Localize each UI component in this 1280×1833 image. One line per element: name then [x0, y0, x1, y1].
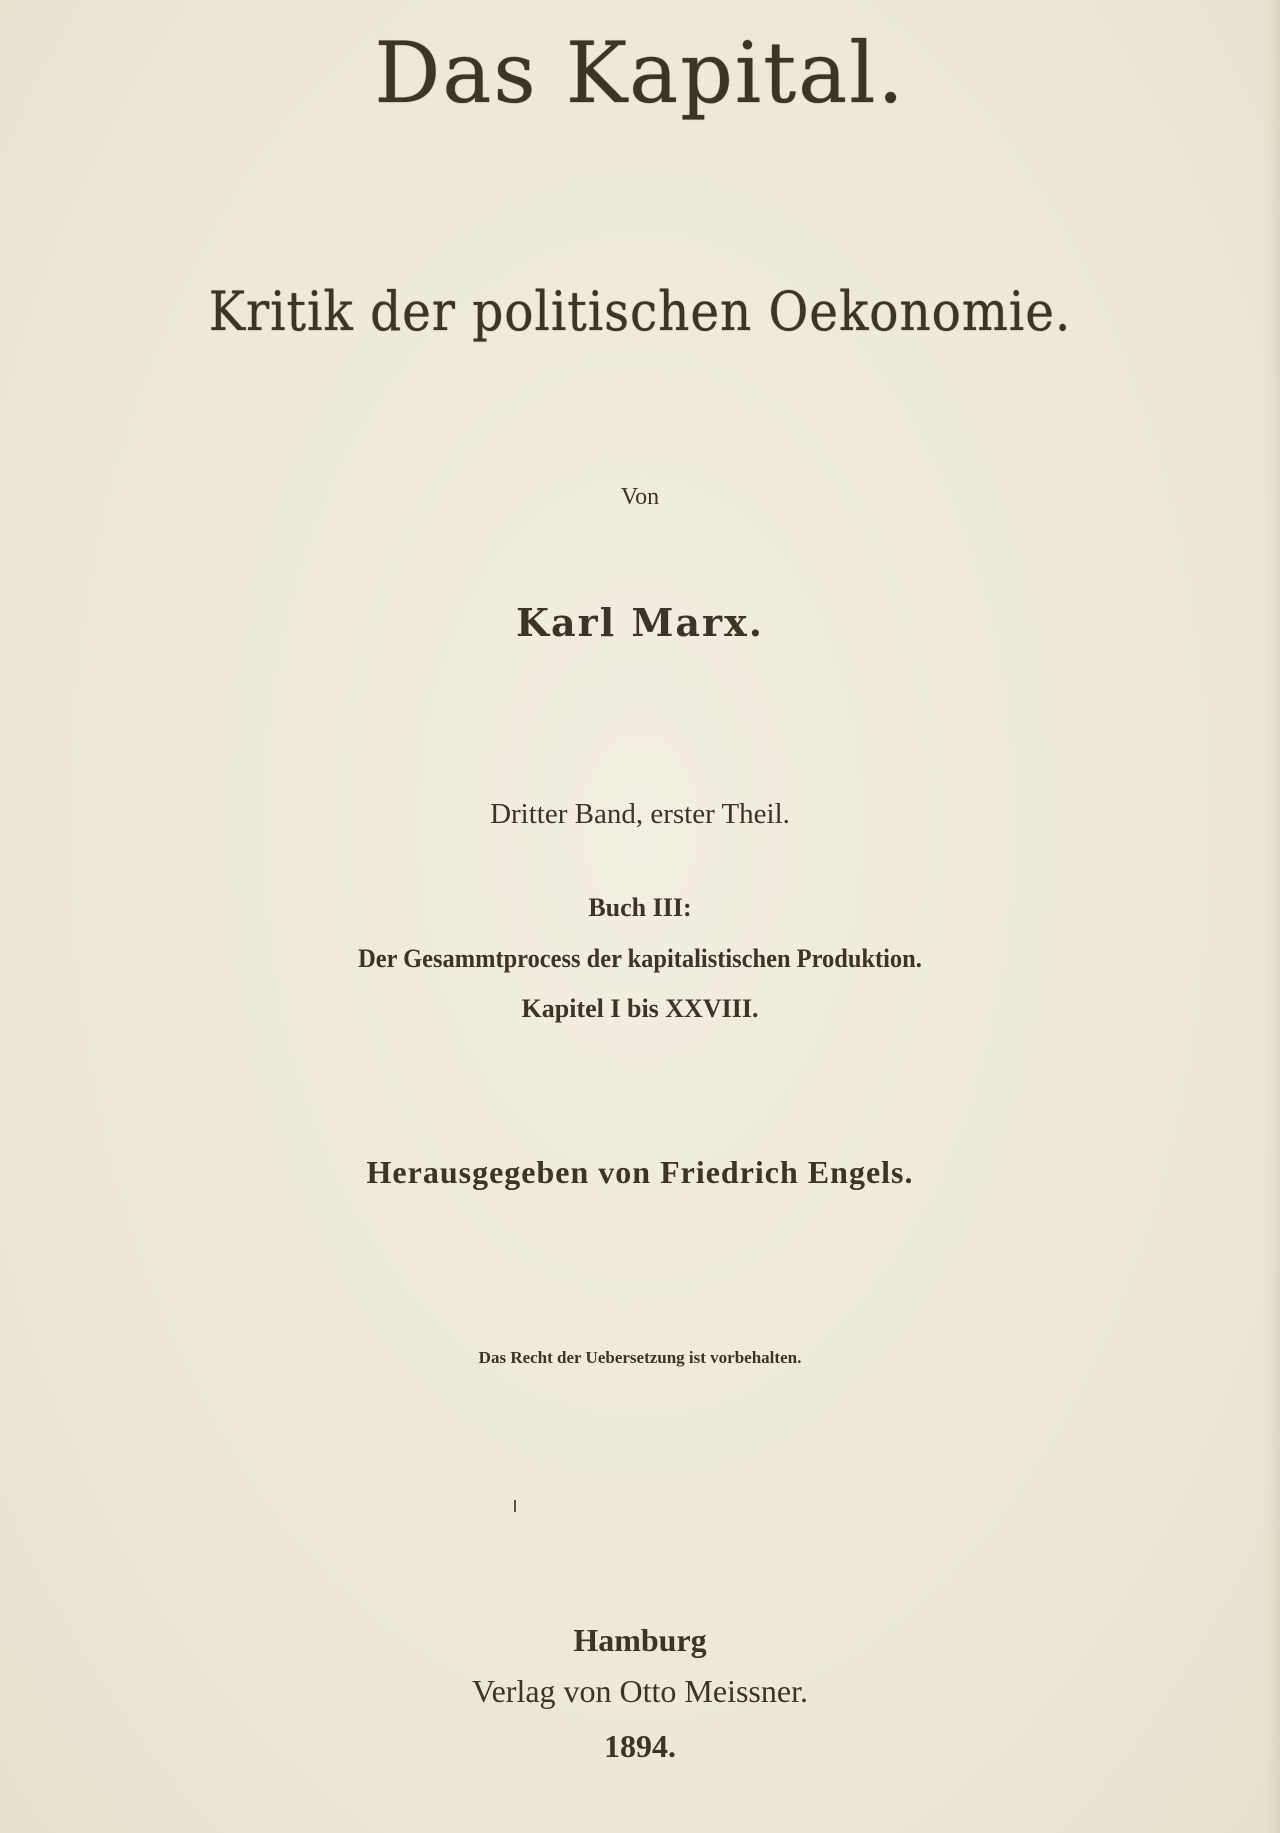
- publication-place: Hamburg: [573, 1622, 707, 1658]
- print-speck: [514, 1500, 516, 1512]
- rights-notice: Das Recht der Uebersetzung ist vorbehalten.: [478, 1348, 802, 1367]
- volume-info: Dritter Band, erster Theil.: [490, 798, 790, 830]
- author-name: Karl Marx.: [516, 600, 764, 645]
- book-subtitle: Kritik der politischen Oekonomie.: [208, 280, 1072, 343]
- book-part-title: Der Gesammtprocess der kapitalistischen Produktion.: [358, 944, 922, 973]
- publication-year: 1894.: [604, 1728, 676, 1764]
- page-edge-shadow: [1266, 0, 1280, 1833]
- book-number: Buch III:: [588, 893, 692, 922]
- by-line: Von: [620, 484, 660, 510]
- editor-line: Herausgegeben von Friedrich Engels.: [366, 1154, 914, 1190]
- publisher-name: Verlag von Otto Meissner.: [472, 1673, 808, 1709]
- book-title-heading: Das Kapital.: [374, 24, 906, 122]
- chapter-range: Kapitel I bis XXVIII.: [521, 994, 759, 1023]
